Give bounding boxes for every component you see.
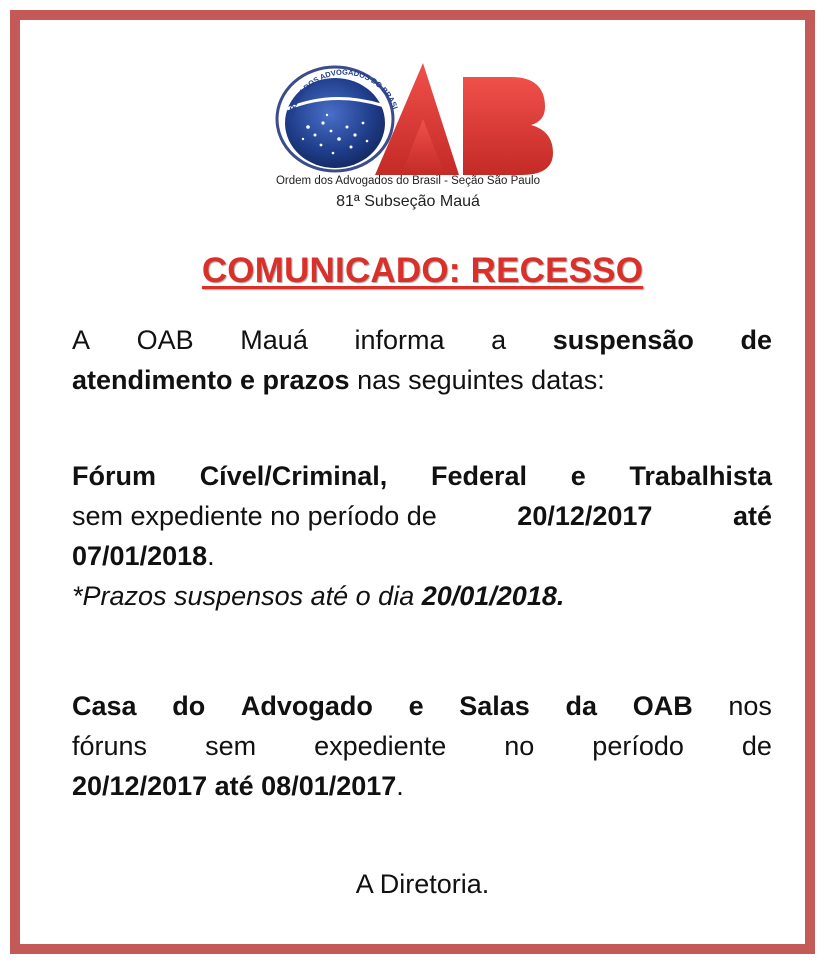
casa-bold-word: Salas [459,691,530,721]
oab-emblem [263,57,553,177]
intro-bold-word: suspensão [552,325,694,355]
casa-word: no [504,731,535,761]
notice-heading: COMUNICADO: RECESSO [201,251,644,290]
seal-text: ORDEM DOS ADVOGADOS DO BRASI [286,67,400,118]
forum-line-2 [72,496,772,536]
forum-paragraph [72,456,772,616]
forum-line-3 [72,536,772,576]
forum-bold-word: Federal [430,461,527,491]
casa-bold-word: e [408,691,424,721]
forum-date-connector: até [732,501,772,531]
casa-line-3 [72,766,772,806]
oab-logo [263,57,553,217]
intro-word: Mauá [240,325,308,355]
forum-note-date: 20/01/2018. [421,581,565,611]
casa-word: sem [205,731,257,761]
intro-line-2 [72,360,772,400]
intro-word: a [491,325,507,355]
forum-note-text: *Prazos suspensos até o dia [72,581,422,611]
casa-word: expediente [314,731,447,761]
casa-bold-word: Casa [72,691,137,721]
forum-date-start: 20/12/2017 [517,501,653,531]
notice-frame [10,10,815,954]
casa-paragraph [72,686,772,806]
casa-bold-word: OAB [632,691,693,721]
signature: A Diretoria. [355,869,490,899]
casa-bold-word: da [565,691,598,721]
forum-bold-word: Fórum [72,461,156,491]
intro-rest: nas seguintes datas: [349,365,605,395]
intro-bold-phrase: atendimento e prazos [72,365,350,395]
forum-note [72,576,772,616]
casa-line-2 [72,726,772,766]
forum-text: sem expediente no período de [72,501,437,531]
letter-b-shape [463,77,553,175]
casa-bold-word: do [172,691,206,721]
logo-subsection: 81ª Subseção Mauá [336,193,480,210]
casa-word: de [741,731,772,761]
forum-bold-word: e [570,461,586,491]
intro-paragraph [72,320,772,400]
casa-word: nos [728,691,772,721]
forum-bold-word: Trabalhista [629,461,772,491]
casa-bold-word: Advogado [240,691,373,721]
intro-line-1 [72,320,772,360]
forum-date-end: 07/01/2018 [72,541,208,571]
casa-word: fóruns [72,731,148,761]
intro-word: OAB [136,325,194,355]
forum-line-1 [72,456,772,496]
forum-bold-word: Cível/Criminal, [199,461,388,491]
casa-line-1 [72,686,772,726]
logo-subtitle: Ordem dos Advogados do Brasil - Seção São Paulo [275,175,541,187]
forum-period: . [207,541,215,571]
casa-dates: 20/12/2017 até 08/01/2017 [72,771,397,801]
casa-period: . [396,771,404,801]
intro-word: A [72,325,91,355]
intro-bold-word: de [740,325,772,355]
casa-word: período [592,731,684,761]
intro-word: informa [354,325,445,355]
